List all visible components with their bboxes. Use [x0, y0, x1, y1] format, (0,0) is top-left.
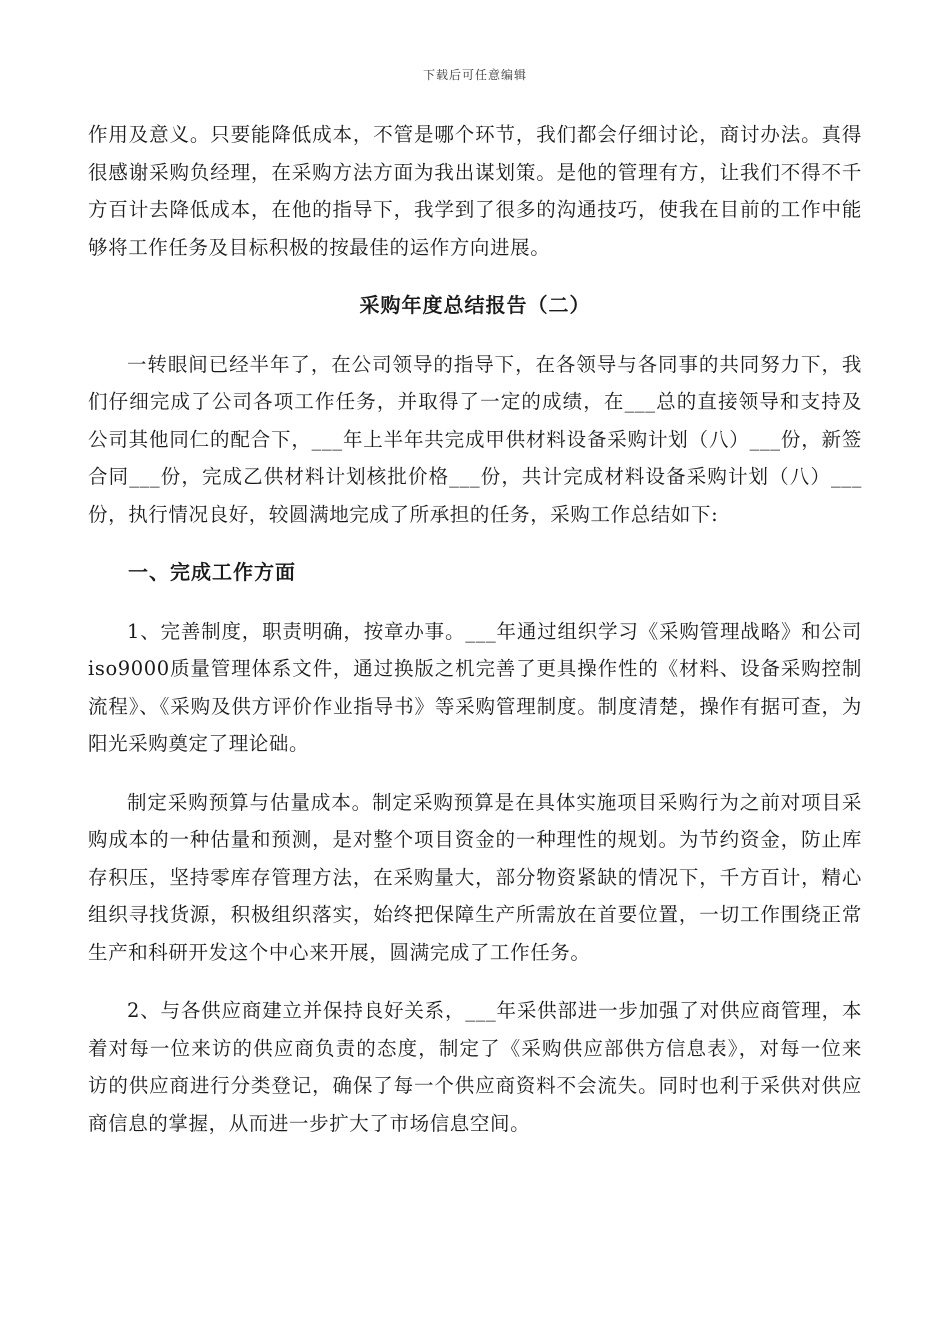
document-body [88, 116, 862, 1142]
paragraph-1: 一转眼间已经半年了，在公司领导的指导下，在各领导与各同事的共同努力下，我们仔细完成了公司各项工作任务，并取得了一定的成绩，在___总的直接领导和支持及公司其他同仁的配合下，___年上半年共完成甲供材料设备采购计划（八）___份，新签合同___份，完成乙供材料计划核批价格___份，共计完成材料设备采购计划（八）___份，执行情况良好，较圆满地完成了所承担的任务，采购工作总结如下: [88, 352, 862, 526]
spacer [88, 266, 862, 287]
section-title: 采购年度总结报告（二） [359, 293, 591, 317]
heading-completed-work: 一、完成工作方面 [128, 560, 296, 584]
paragraph-2: 1、完善制度，职责明确，按章办事。___年通过组织学习《采购管理战略》和公司iso9000质量管理体系文件，通过换版之机完善了更具操作性的《材料、设备采购控制流程》、《采购及供方评价作业指导书》等采购管理制度。制度清楚，操作有据可查，为阳光采购奠定了理论础。 [88, 619, 862, 755]
spacer [88, 763, 862, 784]
paragraph-4: 2、与各供应商建立并保持良好关系，___年采供部进一步加强了对供应商管理，本着对每一位来访的供应商负责的态度，制定了《采购供应部供方信息表》，对每一位来访的供应商进行分类登记，确保了每一个供应商资料不会流失。同时也利于采供对供应商信息的掌握，从而进一步扩大了市场信息空间。 [88, 999, 862, 1135]
paragraph-3: 制定采购预算与估量成本。制定采购预算是在具体实施项目采购行为之前对项目采购成本的一种估量和预测，是对整个项目资金的一种理性的规划。为节约资金，防止库存积压，坚持零库存管理方法，在采购量大，部分物资紧缺的情况下，千方百计，精心组织寻找货源，积极组织落实，始终把保障生产所需放在首要位置，一切工作围绕正常生产和科研开发这个中心来开展，圆满完成了工作任务。 [88, 790, 862, 964]
spacer [88, 592, 862, 613]
spacer [88, 325, 862, 346]
page-header-note: 下载后可任意编辑 [422, 68, 527, 82]
spacer [88, 533, 862, 554]
intro-paragraph: 作用及意义。只要能降低成本，不管是哪个环节，我们都会仔细讨论，商讨办法。真得很感谢采购负经理，在采购方法方面为我出谋划策。是他的管理有方，让我们不得不千方百计去降低成本，在他的指导下，我学到了很多的沟通技巧，使我在目前的工作中能够将工作任务及目标积极的按最佳的运作方向进展。 [88, 123, 862, 259]
spacer [88, 971, 862, 992]
